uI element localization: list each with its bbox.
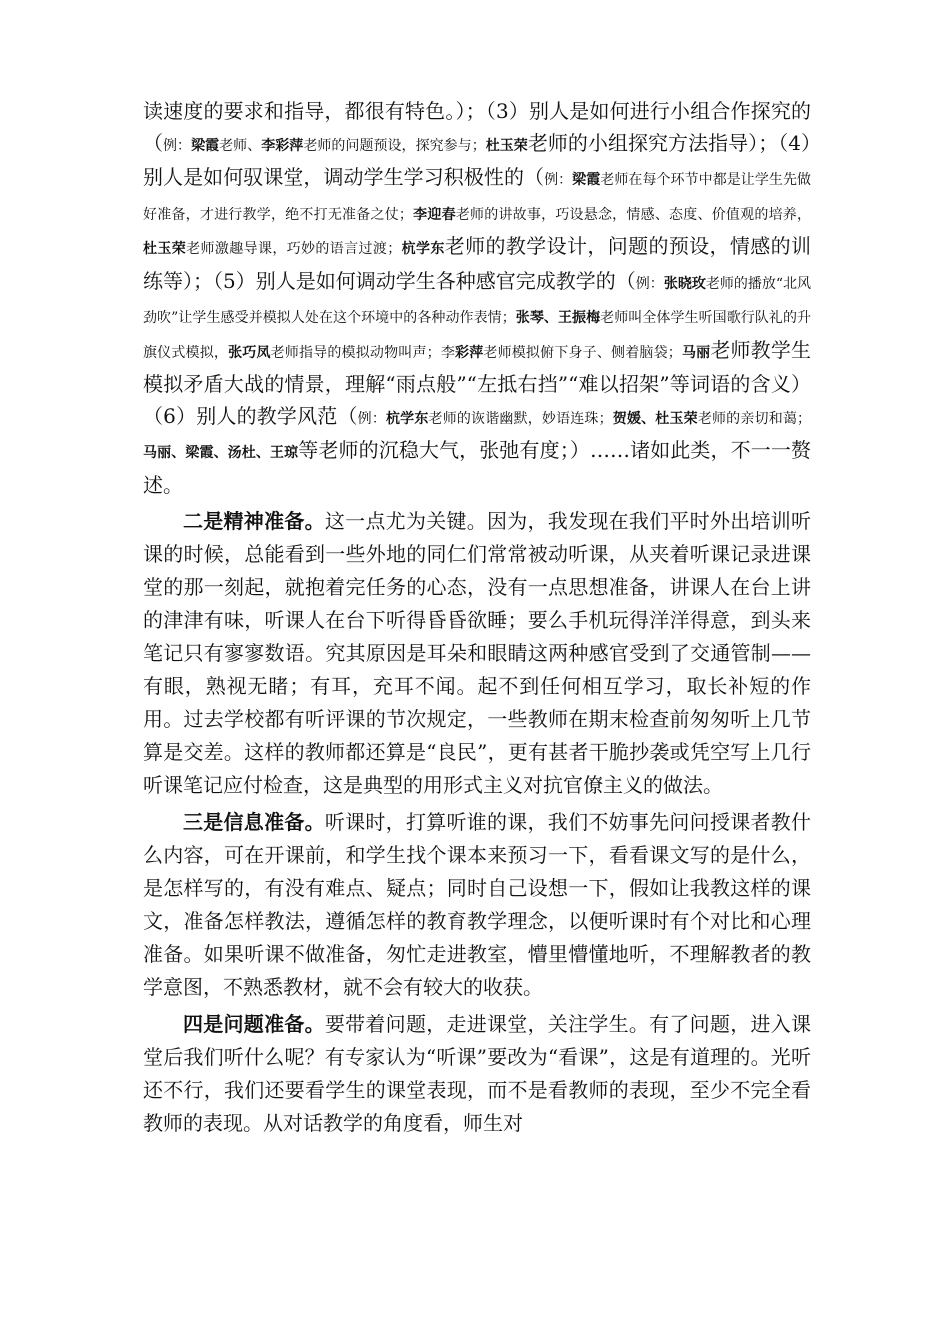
text-run: 老师的亲切和蔼； — [697, 410, 812, 427]
text-run: 等老师的沉稳大气，张弛有度；）……诸如此类，不一一赘述。 — [143, 438, 812, 497]
text-run: 老师的教学设计，问题的预设，情感的训练等）；（5）别人是如何调动学生各种感官完成教学的（ — [143, 234, 812, 293]
teacher-name: 张晓玫 — [663, 275, 706, 292]
text-run: 老师指导的模拟动物叫声；李 — [270, 344, 456, 361]
text-run: 老师的讲故事，巧设悬念，情感、态度、价值观的培养， — [455, 206, 812, 223]
text-run: 例： — [357, 410, 386, 427]
teacher-name: 梁霞 — [572, 172, 601, 188]
teacher-name: 李彩萍 — [261, 137, 304, 154]
section-lead: 三是信息准备。 — [183, 810, 325, 834]
paragraph-observation-list — [143, 96, 811, 501]
teacher-name: 贺媛、杜玉荣 — [612, 410, 698, 427]
teacher-name: 李迎春 — [412, 206, 456, 223]
text-run: 老师在每个环节中都是让学生先做好准备，才进行教学，绝不打无准备之仗； — [143, 172, 812, 223]
teacher-name: 马丽 — [681, 344, 711, 361]
text-run: 老师模拟俯下身子、侧着脑袋； — [483, 344, 682, 361]
teacher-name: 杜玉荣 — [485, 137, 528, 154]
text-run: 例： — [163, 137, 192, 154]
teacher-name: 彩萍 — [455, 344, 484, 361]
text-run: 老师叫全体学生听国歌行队礼的升旗仪式模拟， — [143, 310, 812, 361]
section-lead: 二是精神准备。 — [183, 509, 325, 533]
section-lead: 四是问题准备。 — [183, 1012, 325, 1036]
paragraph-body: 这一点尤为关键。因为，我发现在我们平时外出培训听课的时候，总能看到一些外地的同仁们常常被动听课，从夹着听课记录进课堂的那一刻起，就抱着完任务的心态，没有一点思想准备，讲课人在台上讲的津津有味，听课人在台下听得昏昏欲睡；要么手机玩得洋洋得意，到头来笔记只有寥寥数语。究其原因是耳朵和眼睛这两种感官受到了交通管制——有眼，熟视无睹；有耳，充耳不闻。起不到任何相互学习，取长补短的作用。过去学校都有听评课的节次规定，一些教师在期末检查前匆匆听上几节算是交差。这样的教师都还算是“良民”，更有甚者干脆抄袭或凭空写上几行听课笔记应付检查，这是典型的用形式主义对抗官僚主义的做法。 — [143, 509, 812, 797]
text-run: 老师激趣导课，巧妙的语言过渡； — [186, 241, 402, 257]
example-note — [163, 138, 528, 154]
teacher-name: 马丽、梁霞、汤杜、王琼 — [143, 445, 299, 461]
paragraph-body: 要带着问题，走进课堂，关注学生。有了问题，进入课堂后我们听什么呢？有专家认为“听课”要改为“看课”，这是有道理的。光听还不行，我们还要看学生的课堂表现，而不是看教师的表现，至少不完全看教师的表现。从对话教学的角度看，师生对 — [143, 1012, 812, 1135]
teacher-name: 杭学东 — [386, 410, 429, 427]
document-page — [143, 96, 811, 1140]
text-run: 老师、 — [219, 137, 262, 154]
text-run: 老师的诙谐幽默，妙语连珠； — [428, 410, 613, 427]
teacher-name: 杭学东 — [401, 241, 445, 257]
paragraph-body: 听课时，打算听谁的课，我们不妨事先问问授课者教什么内容，可在开课前，和学生找个课本来预习一下，看看课文写的是什么，是怎样写的，有没有难点、疑点；同时自己设想一下，假如让我教这样的课文，准备怎样教法，遵循怎样的教育教学理念，以便听课时有个对比和心理准备。如果听课不做准备，匆忙走进教室，懵里懵懂地听，不理解教者的教学意图，不熟悉教材，就不会有较大的收获。 — [143, 810, 812, 999]
paragraph-information-preparation — [143, 806, 811, 1004]
text-run: 读速度的要求和指导，都很有特色。）；（3）别人是如何进行小组合作探究的（ — [143, 99, 811, 155]
paragraph-mental-preparation — [143, 505, 811, 802]
teacher-name: 张巧凤 — [228, 344, 271, 361]
teacher-name: 张琴、王振梅 — [515, 310, 601, 326]
text-run: 例： — [635, 275, 664, 292]
teacher-name: 杜玉荣 — [143, 241, 187, 257]
text-run: 老师教学生模拟矛盾大战的情景，理解“雨点般”“左抵右挡”“难以招架”等词语的含义）（6）别人的教学风范（ — [143, 337, 812, 428]
text-run: 例： — [544, 172, 573, 188]
text-run: 老师的小组探究方法指导）；（4）别人是如何驭课堂，调动学生学习积极性的（ — [143, 130, 812, 189]
teacher-name: 梁霞 — [191, 137, 220, 154]
paragraph-question-preparation — [143, 1008, 811, 1140]
text-run: 老师的播放“北风劲吹”让学生感受并模拟人处在这个环境中的各种动作表情； — [143, 275, 812, 326]
text-run: 老师的问题预设，探究参与； — [303, 137, 486, 154]
